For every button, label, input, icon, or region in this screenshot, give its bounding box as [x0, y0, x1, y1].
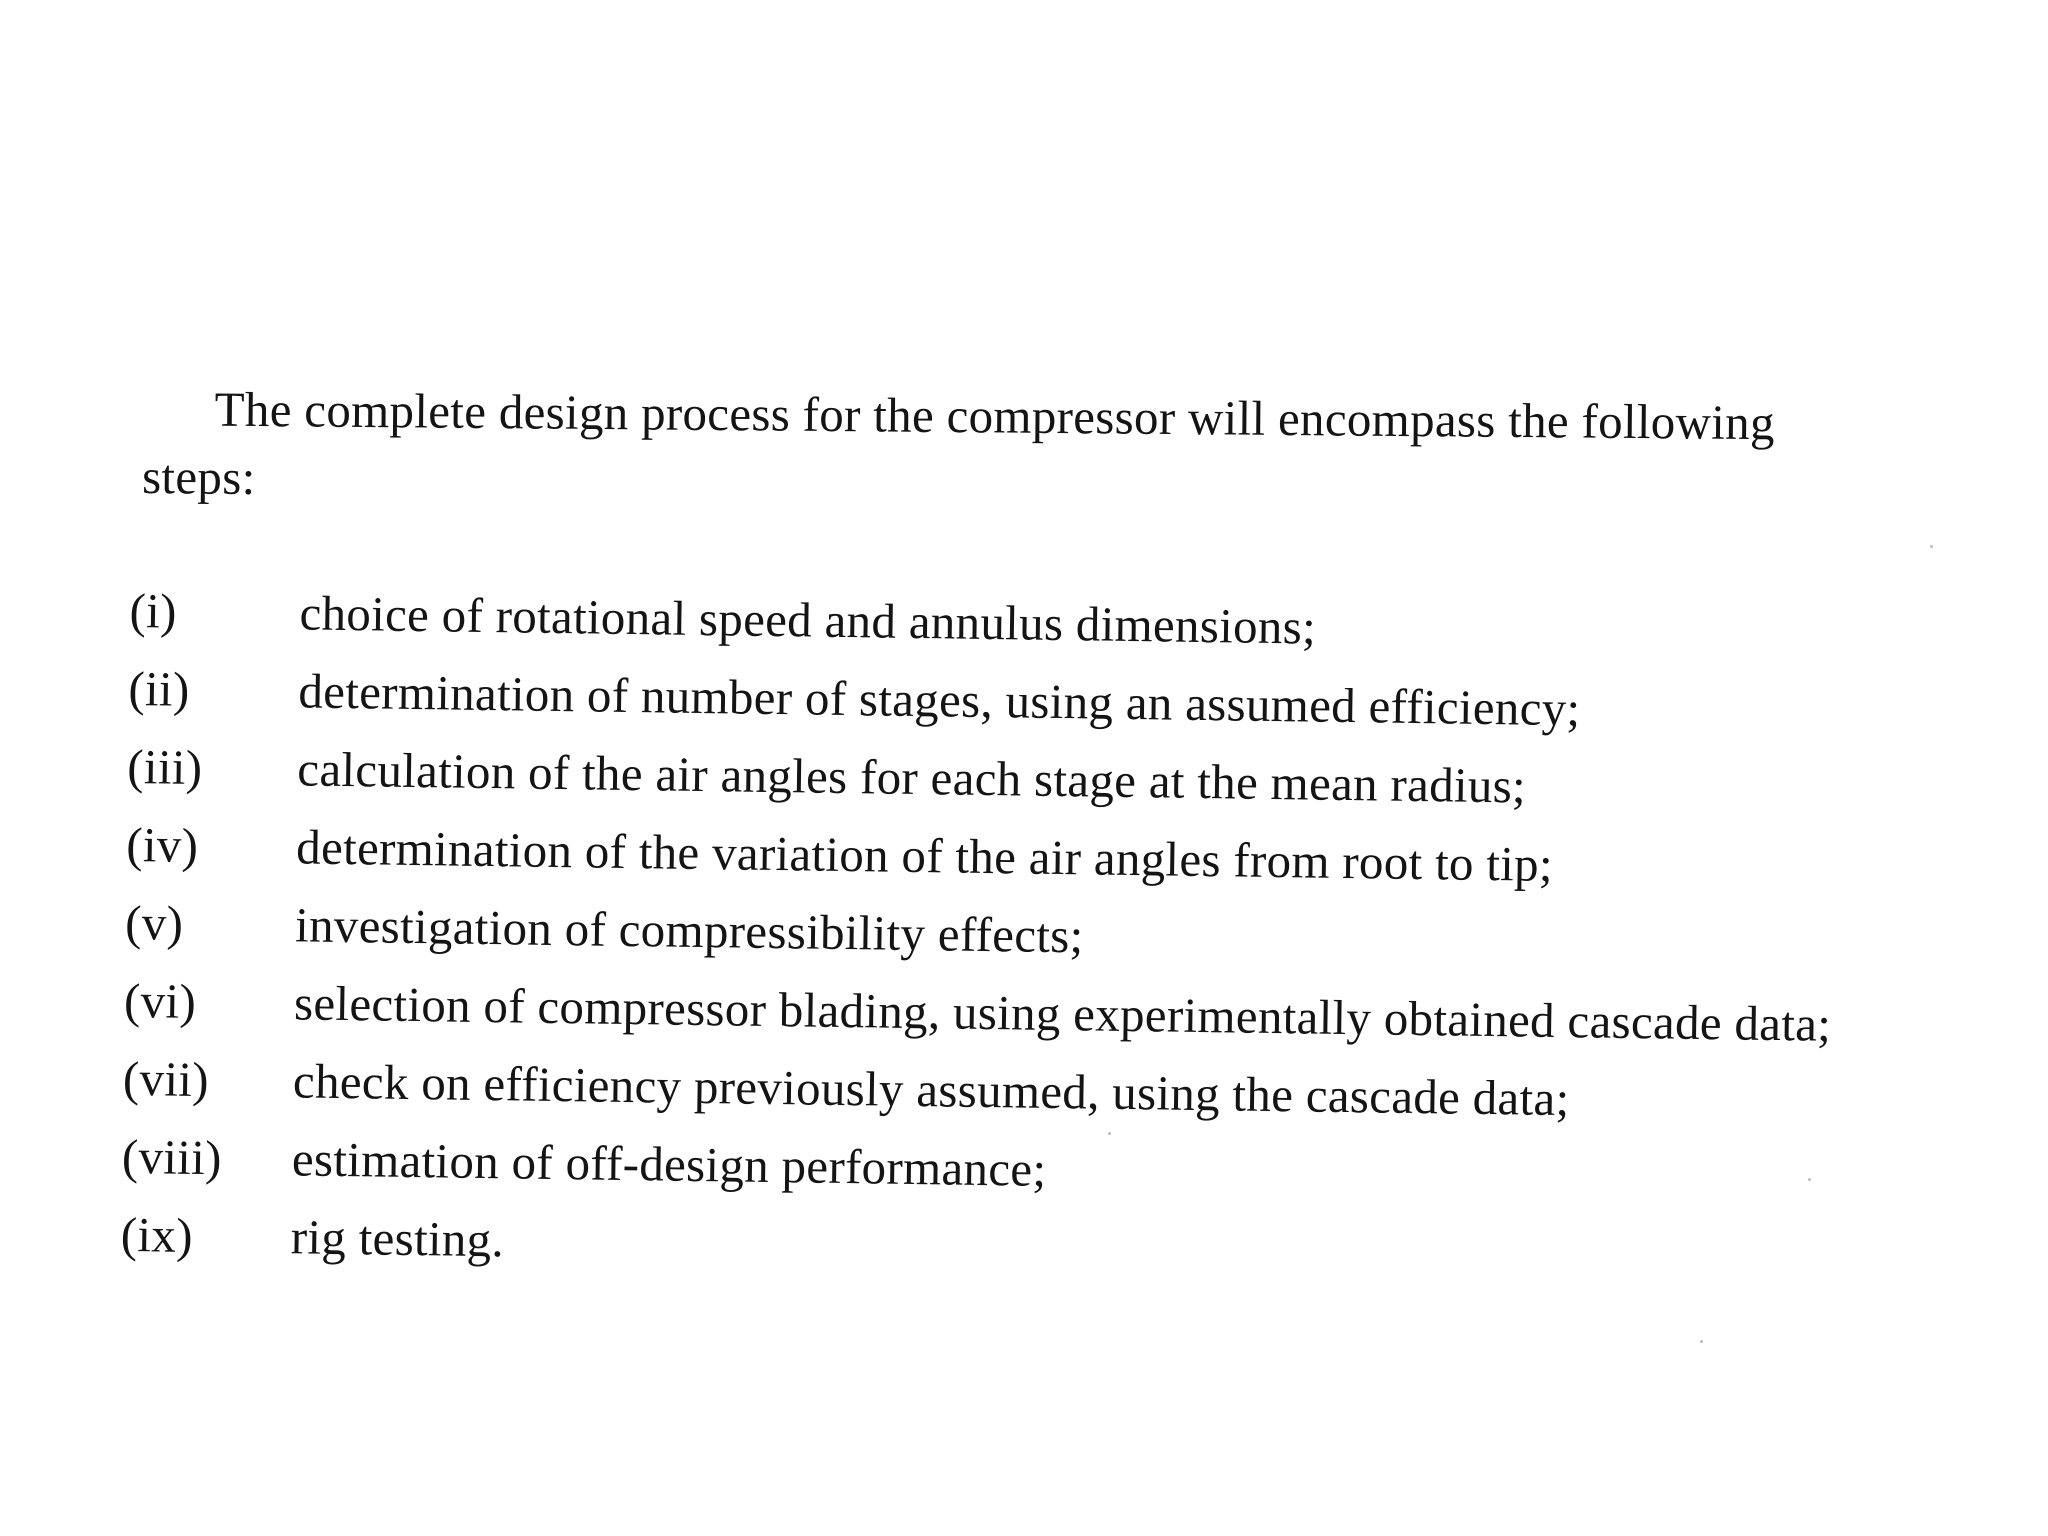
step-text: choice of rotational speed and annulus dimensions;	[299, 585, 1317, 655]
step-number: (viii)	[121, 1128, 223, 1186]
step-item	[127, 736, 1978, 824]
step-number: (i)	[129, 582, 178, 639]
scan-speck	[1930, 545, 1933, 548]
step-item	[124, 970, 1975, 1058]
scan-speck	[1808, 1178, 1811, 1181]
intro-paragraph	[142, 372, 1943, 529]
step-item	[125, 892, 1976, 980]
step-item	[120, 1204, 1971, 1292]
step-text: calculation of the air angles for each stage at the mean radius;	[296, 741, 1527, 814]
step-text: estimation of off-design performance;	[291, 1131, 1047, 1197]
step-item	[126, 814, 1977, 902]
intro-line-2: steps:	[141, 448, 256, 505]
step-number: (iii)	[127, 738, 203, 796]
step-number: (ii)	[128, 660, 190, 717]
scan-speck	[1108, 1132, 1111, 1135]
step-text: rig testing.	[290, 1209, 505, 1268]
step-number: (ix)	[120, 1206, 194, 1263]
step-number: (v)	[124, 894, 184, 951]
step-item	[128, 658, 1979, 746]
step-text: determination of number of stages, using an assumed efficiency;	[298, 663, 1581, 737]
steps-list	[120, 580, 1980, 1308]
step-number: (vi)	[123, 972, 197, 1029]
step-number: (vii)	[122, 1050, 210, 1108]
intro-line-1: The complete design process for the compressor will encompass the following	[214, 381, 1776, 451]
step-item	[123, 1048, 1974, 1136]
step-item	[129, 580, 1980, 668]
scan-speck	[1700, 1340, 1703, 1343]
step-text: investigation of compressibility effects;	[294, 897, 1084, 964]
step-number: (iv)	[125, 816, 199, 873]
step-text: check on efficiency previously assumed, using the cascade data;	[292, 1053, 1570, 1127]
step-item	[122, 1126, 1973, 1214]
step-text: determination of the variation of the air angles from root to tip;	[295, 819, 1554, 892]
step-text: selection of compressor blading, using experimentally obtained cascade data;	[293, 975, 1832, 1052]
